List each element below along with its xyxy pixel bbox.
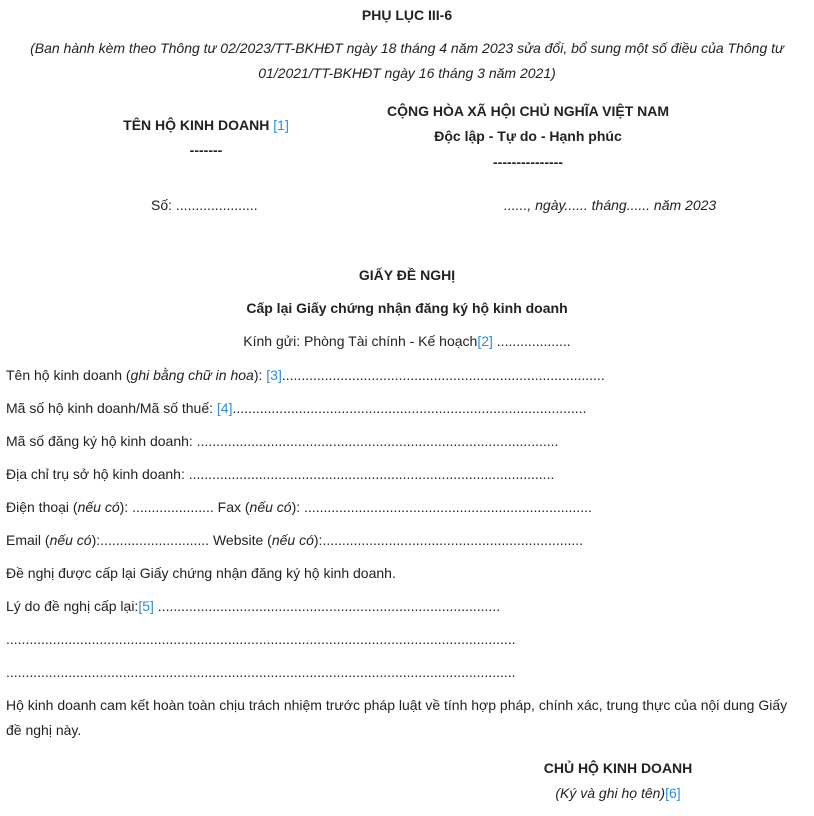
document-subtitle: Cấp lại Giấy chứng nhận đăng ký hộ kinh doanh: [246, 300, 568, 316]
request-statement: Đề nghị được cấp lại Giấy chứng nhận đăng ký hộ kinh doanh.: [6, 565, 396, 581]
business-name-dots: ...................................................................................: [281, 367, 605, 383]
email-website-dots: ):............................ Website (: [91, 532, 272, 548]
right-separator: ---------------: [493, 154, 563, 170]
footnote-link-3[interactable]: [3]: [266, 367, 282, 383]
website-hint: nếu có: [271, 532, 314, 548]
issued-note-line-2: 01/2021/TT-BKHĐT ngày 16 tháng 3 năm 2021): [258, 65, 556, 81]
recipient-dots: ...................: [492, 333, 571, 349]
reason-line-2: ...................................................................................................................................: [6, 631, 516, 647]
business-name-label: TÊN HỘ KINH DOANH: [123, 117, 270, 133]
tax-code-field: [6, 400, 586, 416]
reason-line-3: ...................................................................................................................................: [6, 664, 516, 680]
business-name-field: [6, 367, 605, 383]
phone-label: Điện thoại (: [6, 499, 78, 515]
phone-fax-field: [6, 499, 592, 515]
website-dots: ):...................................................................: [313, 532, 584, 548]
registration-number-field: Mã số đăng ký hộ kinh doanh: .............................................................................................: [6, 433, 559, 449]
issued-note-line-1: (Ban hành kèm theo Thông tư 02/2023/TT-BKHĐT ngày 18 tháng 4 năm 2023 sửa đổi, bổ sung một số điều của Thông tư: [30, 40, 784, 56]
footnote-link-5[interactable]: [5]: [138, 598, 154, 614]
tax-code-label: Mã số hộ kinh doanh/Mã số thuế:: [6, 400, 217, 416]
left-separator: -------: [189, 142, 223, 158]
footnote-link-1[interactable]: [1]: [273, 117, 289, 133]
country-name: CỘNG HÒA XÃ HỘI CHỦ NGHĨA VIỆT NAM: [386, 103, 670, 119]
email-hint: nếu có: [49, 532, 92, 548]
commitment-line-1: Hộ kinh doanh cam kết hoàn toàn chịu trách nhiệm trước pháp luật về tính hợp pháp, chính xác, trung thực của nội dung Giấy: [6, 697, 788, 713]
tax-code-dots: ...........................................................................................: [232, 400, 587, 416]
document-title: GIẤY ĐỀ NGHỊ: [358, 267, 456, 283]
business-name-hint: ghi bằng chữ in hoa: [130, 367, 254, 383]
footnote-link-6[interactable]: [6]: [665, 785, 681, 801]
national-motto: Độc lập - Tự do - Hạnh phúc: [434, 128, 622, 144]
signature-note: (Ký và ghi họ tên): [555, 785, 666, 801]
business-name-close: ):: [253, 367, 267, 383]
appendix-title: PHỤ LỤC III-6: [361, 7, 453, 23]
date-line: ......, ngày...... tháng...... năm 2023: [504, 197, 717, 213]
recipient-label: Kính gửi: Phòng Tài chính - Kế hoạch: [243, 333, 478, 349]
reason-field: [6, 598, 500, 614]
footnote-link-2[interactable]: [2]: [477, 333, 493, 349]
document-number-field: Số: .....................: [151, 197, 258, 213]
phone-hint: nếu có: [77, 499, 120, 515]
fax-dots: ): ..........................................................................: [291, 499, 592, 515]
reason-label: Lý do đề nghị cấp lại:: [6, 598, 139, 614]
signature-title: CHỦ HỘ KINH DOANH: [543, 760, 693, 776]
business-name-field-label: Tên hộ kinh doanh (: [6, 367, 131, 383]
recipient-line: [0, 333, 814, 349]
fax-hint: nếu có: [249, 499, 292, 515]
email-label: Email (: [6, 532, 50, 548]
address-field: Địa chỉ trụ sở hộ kinh doanh: ..............................................................................................: [6, 466, 555, 482]
business-name-heading: [106, 117, 306, 133]
footnote-link-4[interactable]: [4]: [216, 400, 233, 416]
phone-fax-dots: ): ..................... Fax (: [119, 499, 250, 515]
email-website-field: [6, 532, 583, 548]
signature-note-line: [508, 785, 728, 801]
reason-dots: ........................................................................................: [153, 598, 501, 614]
commitment-line-2: đề nghị này.: [6, 722, 82, 738]
